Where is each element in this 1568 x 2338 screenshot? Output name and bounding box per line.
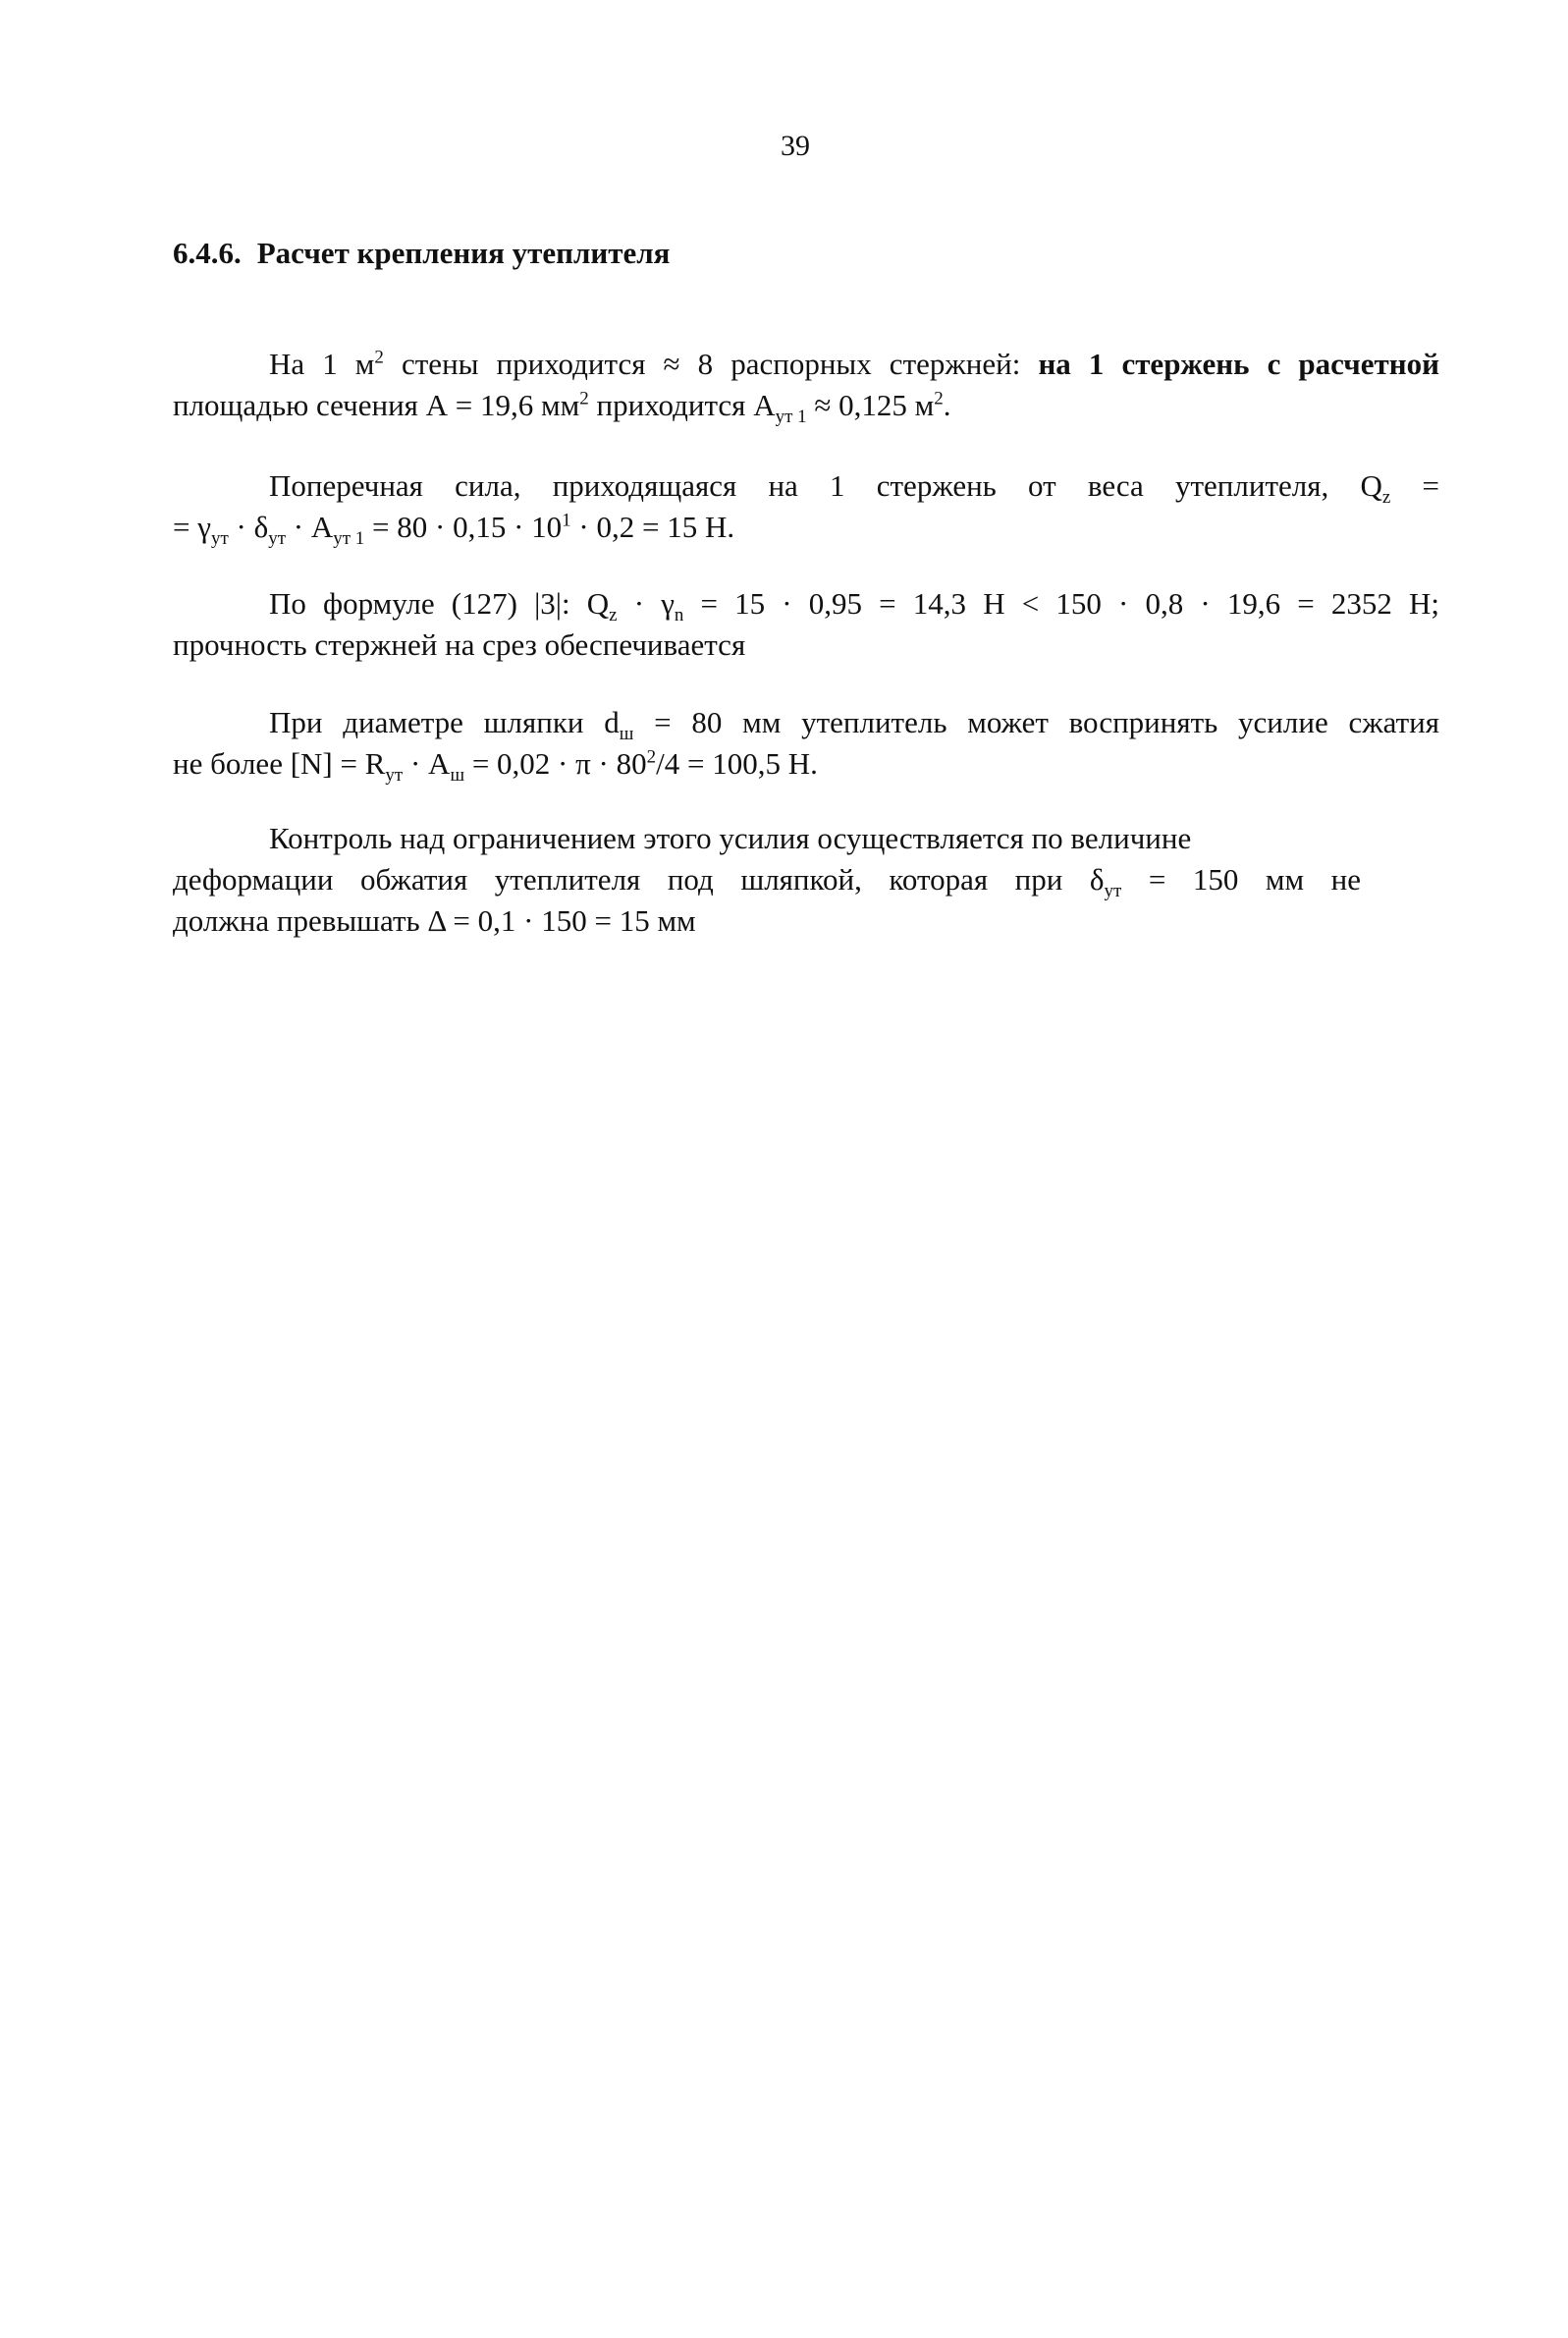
text-line — [173, 583, 1439, 625]
text-line — [173, 859, 1361, 900]
text-run: площадью сечения А = 19,6 мм — [173, 388, 580, 422]
text-run: = γ — [173, 510, 211, 544]
text-run: = 80 · 0,15 · 10 — [364, 510, 563, 544]
subscript: ут — [1104, 881, 1122, 902]
text-run: /4 = 100,5 Н. — [656, 746, 818, 781]
text-run: = 150 мм не — [1121, 862, 1361, 897]
superscript: 2 — [934, 388, 944, 409]
text-line — [173, 625, 1439, 666]
text-line — [173, 344, 1439, 385]
section-title: Расчет крепления утеплителя — [256, 236, 671, 270]
paragraph-shear-check — [173, 583, 1439, 666]
text-run: Контроль над ограничением этого усилия осуществляется по величине — [269, 821, 1192, 855]
text-run: При диаметре шляпки d — [269, 705, 620, 739]
paragraph-compression-force — [173, 702, 1439, 785]
subscript: ут 1 — [775, 407, 807, 428]
text-run: прочность стержней на срез обеспечивается — [173, 627, 746, 662]
text-run: не более [N] = R — [173, 746, 386, 781]
text-line — [173, 702, 1439, 743]
text-line — [173, 743, 1439, 785]
bold-text: на 1 стержень с расчетной — [1038, 347, 1440, 381]
superscript: 2 — [374, 347, 384, 368]
section-number: 6.4.6. — [173, 236, 242, 270]
subscript: ут 1 — [333, 528, 365, 550]
subscript: ш — [450, 765, 465, 787]
text-line — [173, 465, 1439, 507]
section-heading — [173, 236, 670, 271]
text-run: · δ — [228, 510, 269, 544]
paragraph-deformation-control — [173, 818, 1361, 942]
text-line — [173, 900, 1361, 942]
text-run: приходится А — [588, 388, 776, 422]
text-run: По формуле (127) |3|: Q — [269, 586, 610, 621]
text-run: должна превышать Δ = 0,1 · 150 = 15 мм — [173, 903, 696, 938]
text-run: = 0,02 · π · 80 — [464, 746, 647, 781]
subscript: z — [1381, 487, 1391, 509]
superscript: 2 — [579, 388, 589, 409]
text-run: Поперечная сила, приходящаяся на 1 стержень от веса утеплителя, Q — [269, 468, 1382, 503]
text-run: · А — [403, 746, 451, 781]
text-line — [173, 507, 1439, 548]
text-line — [173, 385, 1439, 426]
subscript: ш — [619, 724, 634, 745]
text-run: = 80 мм утеплитель может воспринять усилие сжатия — [633, 705, 1439, 739]
text-run: = 15 · 0,95 = 14,3 Н < 150 · 0,8 · 19,6 = 2352 Н; — [683, 586, 1439, 621]
subscript: ут — [268, 528, 286, 550]
text-run: ≈ 0,125 м — [806, 388, 935, 422]
subscript: z — [609, 605, 618, 626]
paragraph-shear-force — [173, 465, 1439, 548]
paragraph-rod-count — [173, 344, 1439, 426]
text-run: стены приходится ≈ 8 распорных стержней: — [383, 347, 1039, 381]
text-run: На 1 м — [269, 347, 375, 381]
subscript: ут — [385, 765, 404, 787]
superscript: 2 — [646, 746, 657, 768]
text-run: · γ — [617, 586, 675, 621]
subscript: n — [674, 605, 684, 626]
text-run: деформации обжатия утеплителя под шляпкой, которая при δ — [173, 862, 1105, 897]
text-run: = — [1390, 468, 1440, 503]
page-number: 39 — [781, 130, 810, 162]
text-run: . — [943, 388, 951, 422]
text-run: · А — [286, 510, 334, 544]
superscript: 1 — [562, 510, 571, 531]
text-line — [173, 818, 1361, 859]
subscript: ут — [210, 528, 229, 550]
text-run: · 0,2 = 15 Н. — [570, 510, 735, 544]
